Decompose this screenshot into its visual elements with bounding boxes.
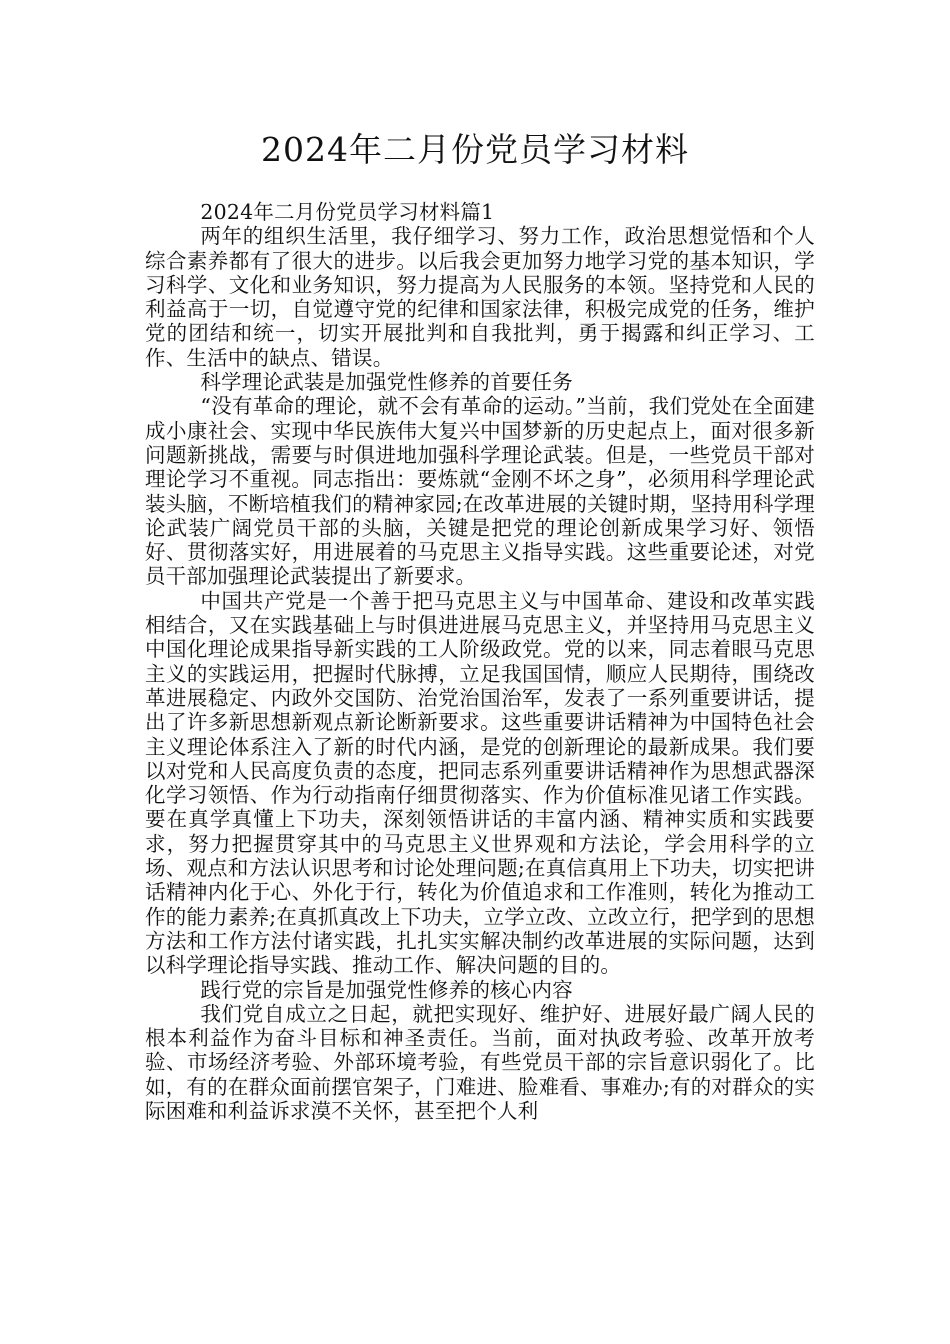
document-title: 2024年二月份党员学习材料 (261, 130, 689, 169)
section-heading: 践行党的宗旨是加强党性修养的核心内容 (200, 977, 573, 1002)
body-paragraph: “没有革命的理论，就不会有革命的运动。”当前，我们党处在全面建成小康社会、实现中华民族伟大复兴中国梦新的历史起点上，面对很多新问题新挑战，需要与时俱进地加强科学理论武装。但是，一些党员干部对理论学习不重视。同志指出：要炼就“金刚不坏之身”，必须用科学理论武装头脑，不断培植我们的精神家园;在改革进展的关键时期，坚持用科学理论武装广阔党员干部的头脑，关键是把党的理论创新成果学习好、领悟好、贯彻落实好，用进展着的马克思主义指导实践。这些重要论述，对党员干部加强理论武装提出了新要求。 (145, 394, 815, 589)
article-heading: 2024年二月份党员学习材料篇1 (200, 200, 495, 224)
body-paragraph: 我们党自成立之日起，就把实现好、维护好、进展好最广阔人民的根本利益作为奋斗目标和神圣责任。当前，面对执政考验、改革开放考验、市场经济考验、外部环境考验，有些党员干部的宗旨意识弱化了。比如，有的在群众面前摆官架子，门难进、脸难看、事难办;有的对群众的实际困难和利益诉求漠不关怀，甚至把个人利 (145, 1001, 815, 1123)
document-body (145, 200, 815, 1123)
body-paragraph: 中国共产党是一个善于把马克思主义与中国革命、建设和改革实践相结合，又在实践基础上与时俱进进展马克思主义，并坚持用马克思主义中国化理论成果指导新实践的工人阶级政党。党的以来，同志着眼马克思主义的实践运用，把握时代脉搏，立足我国国情，顺应人民期待，围绕改革进展稳定、内政外交国防、治党治国治军，发表了一系列重要讲话，提出了许多新思想新观点新论断新要求。这些重要讲话精神为中国特色社会主义理论体系注入了新的时代内涵，是党的创新理论的最新成果。我们要以对党和人民高度负责的态度，把同志系列重要讲话精神作为思想武器深化学习领悟、作为行动指南仔细贯彻落实、作为价值标准见诸工作实践。要在真学真懂上下功夫，深刻领悟讲话的丰富内涵、精神实质和实践要求，努力把握贯穿其中的马克思主义世界观和方法论，学会用科学的立场、观点和方法认识思考和讨论处理问题;在真信真用上下功夫，切实把讲话精神内化于心、外化于行，转化为价值追求和工作准则，转化为推动工作的能力素养;在真抓真改上下功夫，立学立改、立改立行，把学到的思想方法和工作方法付诸实践，扎扎实实解决制约改革进展的实际问题，达到以科学理论指导实践、推动工作、解决问题的目的。 (145, 588, 815, 978)
body-paragraph: 两年的组织生活里，我仔细学习、努力工作，政治思想觉悟和个人综合素养都有了很大的进步。以后我会更加努力地学习党的基本知识，学习科学、文化和业务知识，努力提高为人民服务的本领。坚持党和人民的利益高于一切，自觉遵守党的纪律和国家法律，积极完成党的任务，维护党的团结和统一，切实开展批判和自我批判，勇于揭露和纠正学习、工作、生活中的缺点、错误。 (145, 224, 815, 370)
section-heading: 科学理论武装是加强党性修养的首要任务 (200, 370, 573, 395)
